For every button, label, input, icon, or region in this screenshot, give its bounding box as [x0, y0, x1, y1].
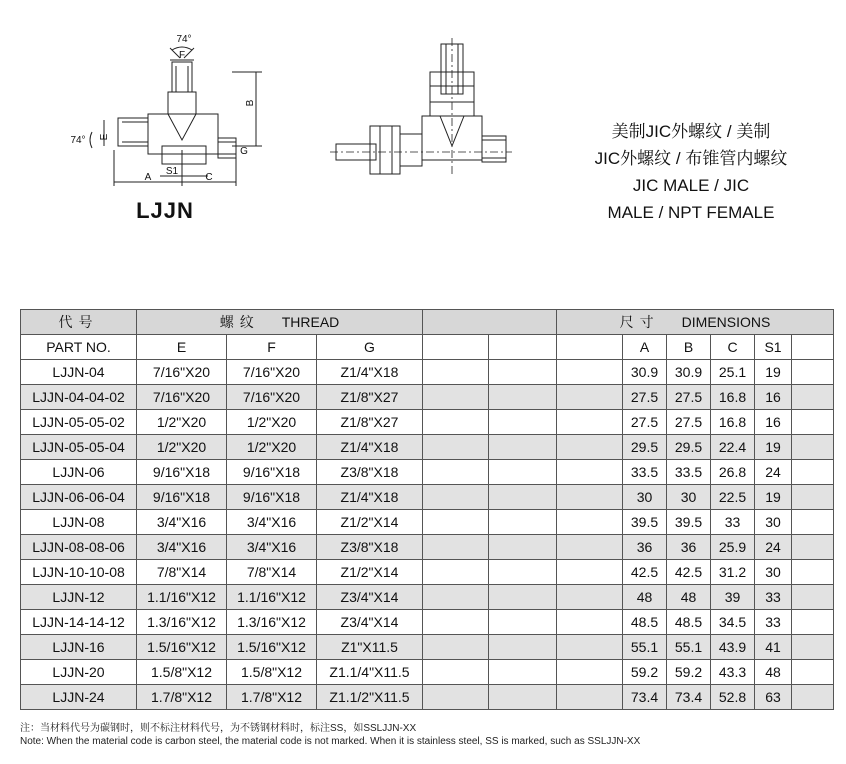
cell-b: 55.1 — [667, 635, 711, 660]
spec-table — [20, 309, 834, 710]
cell-a: 73.4 — [623, 685, 667, 710]
cell-b: 59.2 — [667, 660, 711, 685]
cell-s1: 63 — [755, 685, 792, 710]
cell-part: LJJN-12 — [21, 585, 137, 610]
table-row — [21, 535, 834, 560]
cell-empty — [557, 360, 623, 385]
cell-empty — [423, 585, 489, 610]
cell-c: 31.2 — [711, 560, 755, 585]
dim-label-g: G — [240, 146, 248, 157]
cell-f: 9/16"X18 — [227, 485, 317, 510]
cell-e: 1/2"X20 — [137, 435, 227, 460]
header-e: E — [137, 335, 227, 360]
cell-e: 7/16"X20 — [137, 385, 227, 410]
description-line: JIC外螺纹 / 布锥管内螺纹 — [594, 149, 788, 168]
header-s1: S1 — [755, 335, 792, 360]
dim-label-a: A — [144, 172, 152, 183]
cell-part: LJJN-06-06-04 — [21, 485, 137, 510]
cell-empty — [557, 685, 623, 710]
cell-part: LJJN-04-04-02 — [21, 385, 137, 410]
cell-f: 1/2"X20 — [227, 410, 317, 435]
cell-g: Z3/8"X18 — [317, 535, 423, 560]
cell-b: 36 — [667, 535, 711, 560]
table-row — [21, 560, 834, 585]
cell-empty — [557, 585, 623, 610]
cell-b: 30.9 — [667, 360, 711, 385]
description-line: MALE / NPT FEMALE — [607, 203, 775, 222]
cell-c: 16.8 — [711, 385, 755, 410]
header-blank — [423, 310, 557, 335]
header-dimensions: 尺寸 DIMENSIONS — [557, 310, 834, 335]
cell-empty — [557, 460, 623, 485]
description-line: JIC MALE / JIC — [632, 176, 750, 195]
dim-label-e: E — [99, 133, 110, 141]
cell-empty — [792, 435, 834, 460]
inner-passage — [168, 114, 196, 140]
cell-c: 34.5 — [711, 610, 755, 635]
header-empty — [489, 335, 557, 360]
cell-empty — [423, 685, 489, 710]
cell-b: 73.4 — [667, 685, 711, 710]
cell-s1: 19 — [755, 360, 792, 385]
header-a: A — [623, 335, 667, 360]
cell-g: Z1.1/4"X11.5 — [317, 660, 423, 685]
cell-part: LJJN-16 — [21, 635, 137, 660]
header-g: G — [317, 335, 423, 360]
cell-g: Z3/4"X14 — [317, 610, 423, 635]
table-row — [21, 585, 834, 610]
note-cn: 注：当材料代号为碳钢时，则不标注材料代号，为不锈钢材料时，标注SS，如SSLJJN-XX — [20, 723, 417, 734]
cell-g: Z1/2"X14 — [317, 560, 423, 585]
cell-empty — [423, 385, 489, 410]
header-c: C — [711, 335, 755, 360]
header-empty — [423, 335, 489, 360]
cell-part: LJJN-10-10-08 — [21, 560, 137, 585]
header-thread: 螺纹 THREAD — [137, 310, 423, 335]
dim-label-s1: S1 — [165, 166, 179, 177]
cell-part: LJJN-08-08-06 — [21, 535, 137, 560]
cell-empty — [489, 560, 557, 585]
cell-b: 30 — [667, 485, 711, 510]
angle-label-top: 74° — [176, 34, 192, 45]
header-row-2 — [21, 335, 834, 360]
cell-s1: 41 — [755, 635, 792, 660]
cell-part: LJJN-04 — [21, 360, 137, 385]
cell-f: 7/16"X20 — [227, 385, 317, 410]
cell-empty — [489, 585, 557, 610]
cell-empty — [557, 560, 623, 585]
run-thread-right — [218, 138, 236, 158]
header-empty — [792, 335, 834, 360]
header-empty — [557, 335, 623, 360]
cell-part: LJJN-08 — [21, 510, 137, 535]
cell-b: 48 — [667, 585, 711, 610]
cell-s1: 19 — [755, 435, 792, 460]
angle-line-right — [184, 48, 194, 58]
cell-e: 7/8"X14 — [137, 560, 227, 585]
cell-g: Z1/8"X27 — [317, 410, 423, 435]
assembly-nut-left — [370, 126, 400, 174]
cell-f: 7/8"X14 — [227, 560, 317, 585]
cell-empty — [423, 460, 489, 485]
cell-c: 25.1 — [711, 360, 755, 385]
cell-s1: 48 — [755, 660, 792, 685]
cell-g: Z1/4"X18 — [317, 435, 423, 460]
cell-e: 9/16"X18 — [137, 485, 227, 510]
model-code: LJJN — [136, 198, 194, 223]
cell-s1: 30 — [755, 560, 792, 585]
cell-empty — [792, 685, 834, 710]
cell-empty — [423, 435, 489, 460]
cell-empty — [792, 460, 834, 485]
product-description — [560, 118, 822, 226]
cell-part: LJJN-05-05-04 — [21, 435, 137, 460]
table-row — [21, 685, 834, 710]
cell-empty — [489, 410, 557, 435]
cell-b: 27.5 — [667, 410, 711, 435]
cell-a: 42.5 — [623, 560, 667, 585]
cell-empty — [557, 485, 623, 510]
cell-a: 30.9 — [623, 360, 667, 385]
cell-f: 1.5/16"X12 — [227, 635, 317, 660]
cell-s1: 33 — [755, 610, 792, 635]
branch-thread-top — [172, 62, 192, 92]
hex-s1 — [162, 146, 206, 164]
cell-b: 29.5 — [667, 435, 711, 460]
cell-empty — [489, 635, 557, 660]
cell-empty — [557, 610, 623, 635]
header-part-no: PART NO. — [21, 335, 137, 360]
cell-c: 43.3 — [711, 660, 755, 685]
cell-c: 25.9 — [711, 535, 755, 560]
cell-s1: 19 — [755, 485, 792, 510]
cell-g: Z3/8"X18 — [317, 460, 423, 485]
cell-empty — [792, 535, 834, 560]
cell-empty — [489, 485, 557, 510]
cell-g: Z3/4"X14 — [317, 585, 423, 610]
cell-g: Z1/4"X18 — [317, 485, 423, 510]
header-b: B — [667, 335, 711, 360]
cell-empty — [423, 410, 489, 435]
cell-empty — [423, 485, 489, 510]
cell-e: 3/4"X16 — [137, 535, 227, 560]
table-row — [21, 410, 834, 435]
table-row — [21, 660, 834, 685]
cell-f: 9/16"X18 — [227, 460, 317, 485]
cell-f: 3/4"X16 — [227, 535, 317, 560]
note-en: Note: When the material code is carbon steel, the material code is not marked. When it is stainless steel, SS is marked, such as SSLJJN-XX — [20, 736, 641, 747]
header-row-1 — [21, 310, 834, 335]
cell-a: 36 — [623, 535, 667, 560]
cell-b: 27.5 — [667, 385, 711, 410]
branch-hex-top — [168, 92, 196, 114]
cell-c: 22.5 — [711, 485, 755, 510]
cell-a: 59.2 — [623, 660, 667, 685]
cell-empty — [489, 685, 557, 710]
cell-e: 7/16"X20 — [137, 360, 227, 385]
cell-part: LJJN-20 — [21, 660, 137, 685]
cell-b: 48.5 — [667, 610, 711, 635]
header-f: F — [227, 335, 317, 360]
cell-a: 55.1 — [623, 635, 667, 660]
cell-c: 16.8 — [711, 410, 755, 435]
cell-b: 39.5 — [667, 510, 711, 535]
cell-c: 33 — [711, 510, 755, 535]
cell-empty — [792, 610, 834, 635]
cell-b: 33.5 — [667, 460, 711, 485]
cell-s1: 24 — [755, 460, 792, 485]
cell-a: 29.5 — [623, 435, 667, 460]
notes — [20, 722, 640, 748]
cell-c: 26.8 — [711, 460, 755, 485]
cell-e: 9/16"X18 — [137, 460, 227, 485]
dim-label-b: B — [245, 99, 256, 107]
table-row — [21, 635, 834, 660]
cell-empty — [792, 660, 834, 685]
spec-table-body — [21, 360, 834, 710]
cell-empty — [489, 535, 557, 560]
cell-s1: 30 — [755, 510, 792, 535]
dim-label-c: C — [205, 172, 213, 183]
table-row — [21, 510, 834, 535]
dim-label-f: F — [178, 50, 186, 61]
cell-c: 43.9 — [711, 635, 755, 660]
cell-empty — [792, 560, 834, 585]
cell-g: Z1/8"X27 — [317, 385, 423, 410]
angle-label-left: 74° — [70, 135, 86, 146]
table-row — [21, 610, 834, 635]
cell-s1: 16 — [755, 385, 792, 410]
cell-empty — [489, 610, 557, 635]
cell-empty — [489, 660, 557, 685]
cell-c: 52.8 — [711, 685, 755, 710]
cell-a: 27.5 — [623, 410, 667, 435]
cell-e: 1.5/16"X12 — [137, 635, 227, 660]
cell-empty — [792, 510, 834, 535]
cell-e: 3/4"X16 — [137, 510, 227, 535]
cell-empty — [423, 635, 489, 660]
cell-a: 27.5 — [623, 385, 667, 410]
cell-empty — [423, 660, 489, 685]
cell-a: 33.5 — [623, 460, 667, 485]
tee-body — [148, 114, 218, 154]
cell-empty — [557, 660, 623, 685]
cell-empty — [423, 360, 489, 385]
cell-f: 1.5/8"X12 — [227, 660, 317, 685]
cell-empty — [792, 360, 834, 385]
cell-empty — [557, 435, 623, 460]
cell-a: 48.5 — [623, 610, 667, 635]
cell-empty — [423, 510, 489, 535]
cell-f: 1.7/8"X12 — [227, 685, 317, 710]
cell-empty — [489, 510, 557, 535]
cell-part: LJJN-05-05-02 — [21, 410, 137, 435]
cell-s1: 24 — [755, 535, 792, 560]
cell-f: 1/2"X20 — [227, 435, 317, 460]
table-row — [21, 385, 834, 410]
cell-empty — [423, 610, 489, 635]
cell-part: LJJN-06 — [21, 460, 137, 485]
cell-empty — [557, 635, 623, 660]
description-line: 美制JIC外螺纹 / 美制 — [611, 122, 771, 141]
cell-a: 39.5 — [623, 510, 667, 535]
cell-empty — [557, 385, 623, 410]
cell-c: 22.4 — [711, 435, 755, 460]
cell-e: 1.3/16"X12 — [137, 610, 227, 635]
cell-empty — [792, 485, 834, 510]
cell-b: 42.5 — [667, 560, 711, 585]
cell-part: LJJN-14-14-12 — [21, 610, 137, 635]
cell-empty — [557, 510, 623, 535]
cell-part: LJJN-24 — [21, 685, 137, 710]
cell-empty — [557, 410, 623, 435]
cell-g: Z1"X11.5 — [317, 635, 423, 660]
cell-empty — [792, 635, 834, 660]
cell-empty — [423, 535, 489, 560]
cell-e: 1.7/8"X12 — [137, 685, 227, 710]
table-row — [21, 360, 834, 385]
table-row — [21, 485, 834, 510]
cell-empty — [489, 360, 557, 385]
cell-g: Z1/2"X14 — [317, 510, 423, 535]
cell-e: 1.5/8"X12 — [137, 660, 227, 685]
cell-f: 7/16"X20 — [227, 360, 317, 385]
angle-arc-left — [90, 132, 92, 148]
cell-empty — [489, 435, 557, 460]
cell-empty — [792, 410, 834, 435]
cell-g: Z1/4"X18 — [317, 360, 423, 385]
cell-empty — [792, 585, 834, 610]
cell-g: Z1.1/2"X11.5 — [317, 685, 423, 710]
cell-empty — [489, 460, 557, 485]
cell-e: 1.1/16"X12 — [137, 585, 227, 610]
cell-f: 1.3/16"X12 — [227, 610, 317, 635]
cell-a: 30 — [623, 485, 667, 510]
cell-empty — [792, 385, 834, 410]
cell-empty — [489, 385, 557, 410]
cell-c: 39 — [711, 585, 755, 610]
cell-f: 3/4"X16 — [227, 510, 317, 535]
cell-a: 48 — [623, 585, 667, 610]
cell-e: 1/2"X20 — [137, 410, 227, 435]
header-code-cn: 代号 — [21, 310, 137, 335]
cell-f: 1.1/16"X12 — [227, 585, 317, 610]
cell-empty — [423, 560, 489, 585]
cell-s1: 33 — [755, 585, 792, 610]
cell-empty — [557, 535, 623, 560]
table-row — [21, 435, 834, 460]
table-row — [21, 460, 834, 485]
cell-s1: 16 — [755, 410, 792, 435]
